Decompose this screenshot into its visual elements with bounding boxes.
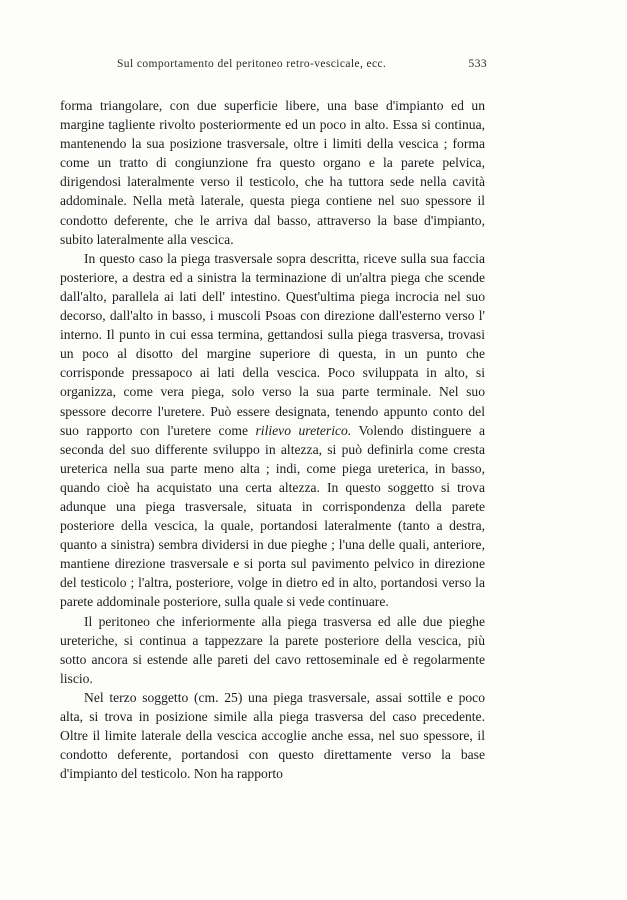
paragraph-2-text-a: In questo caso la piega trasversale sopra descritta, riceve sulla sua faccia posteriore, a destra ed a sinistra la terminazione di un'altra piega che scende dall'alto, parallela ai lati dell' intestino. Quest'ultima piega incrocia nel suo decorso, dall'alto in basso, i muscoli Psoas con direzione dall'esterno verso l' interno. Il punto in cui essa termina, gettandosi sulla piega trasversa, trovasi un poco al disotto del margine superiore di questa, in un punto che corrisponde pressapoco ai lati della vescica. Poco sviluppata in alto, si organizza, come vera piega, solo verso la sua parte terminale. Nel suo spessore decorre l'uretere. Può essere designata, tenendo appunto conto del suo rapporto con l'uretere come	[60, 250, 485, 438]
page-number: 533	[468, 58, 487, 70]
paragraph-2-italic-term: rilievo ureterico.	[255, 422, 352, 438]
paragraph-3: Il peritoneo che inferiormente alla piega trasversa ed alle due pieghe ureteriche, si continua a tappezzare la parete posteriore della vescica, più sotto ancora si estende alle pareti del cavo rettoseminale ed è regolarmente liscio.	[60, 613, 485, 686]
paragraph-2-text-b: Volendo distinguere a seconda del suo differente sviluppo in altezza, si può definirla come cresta ureterica nella sua parte meno alta ; indi, come piega ureterica, in basso, quando cioè ha acquistato una certa altezza. In questo soggetto si trova adunque una piega trasversale, situata in corrispondenza della parete posteriore della vescica, la quale, portandosi lateralmente (tanto a destra, quanto a sinistra) sembra dividersi in due pieghe ; l'una delle quali, anteriore, mantiene direzione trasversale e si porta sul pavimento pelvico in direzione del testicolo ; l'altra, posteriore, volge in dietro ed in alto, portandosi verso la parete addominale posteriore, sulla quale si vede continuare.	[60, 422, 485, 610]
paragraph-1: forma triangolare, con due superficie libere, una base d'impianto ed un margine tagliente rivolto posteriormente ed un poco in alto. Essa si continua, mantenendo la sua posizione trasversale, oltre i limiti della vescica ; forma come un tratto di congiunzione fra questo organo e la parete pelvica, dirigendosi lateralmente verso il testicolo, che ha tuttora sede nella cavità addominale. Nella metà laterale, questa piega contiene nel suo spessore il condotto deferente, che le arriva dal basso, attraverso la base d'impianto, subito lateralmente alla vescica.	[60, 98, 485, 247]
running-title: Sul comportamento del peritoneo retro-vescicale, ecc.	[117, 58, 387, 70]
paragraph-4: Nel terzo soggetto (cm. 25) una piega trasversale, assai sottile e poco alta, si trova in posizione simile alla piega trasversa del caso precedente. Oltre il limite laterale della vescica accoglie anche essa, nel suo spessore, il condotto deferente, portandosi con questo direttamente verso la base d'impianto del testicolo. Non ha rapporto	[60, 689, 485, 782]
body-text	[60, 96, 485, 783]
paragraph-2	[60, 249, 485, 612]
